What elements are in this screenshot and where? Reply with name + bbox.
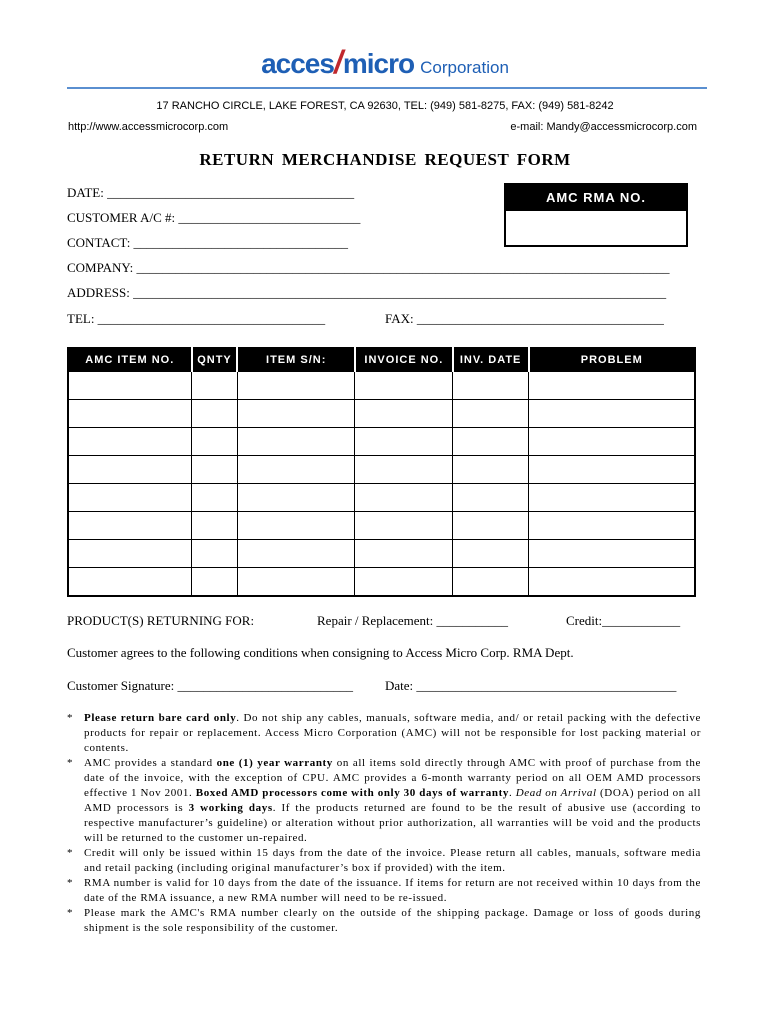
logo-text-corporation: Corporation: [420, 58, 509, 77]
tel-field[interactable]: TEL: ___________________________________: [67, 311, 326, 326]
company-website: http://www.accessmicrocorp.com: [68, 121, 229, 133]
table-cell[interactable]: [453, 484, 529, 512]
table-cell[interactable]: [237, 372, 355, 400]
condition-item: * RMA number is valid for 10 days from the date of the issuance. If items for return are not received within 10 days from the date of the RMA issuance, a new RMA number will need to be re-issued.: [67, 877, 701, 904]
table-cell[interactable]: [355, 372, 453, 400]
address-field[interactable]: ADDRESS: __________________________________________________________________________________: [67, 285, 667, 300]
table-cell[interactable]: [237, 400, 355, 428]
table-cell[interactable]: [237, 428, 355, 456]
header-rule: [67, 87, 707, 89]
table-cell[interactable]: [355, 484, 453, 512]
table-cell[interactable]: [453, 428, 529, 456]
logo-slash: /: [333, 44, 343, 80]
condition-item: * Please return bare card only. Do not ship any cables, manuals, software media, and/ or retail packing with the defective products for repair or replacement. Access Micro Corporation (AMC) will not be responsible for lost packing material or contents.: [67, 712, 701, 754]
column-header: AMC ITEM NO.: [68, 348, 192, 372]
table-row: [68, 484, 695, 512]
table-header-row: [68, 348, 695, 372]
conditions-list: [67, 711, 701, 936]
table-cell[interactable]: [68, 428, 192, 456]
form-title: RETURN MERCHANDISE REQUEST FORM: [199, 150, 571, 169]
table-row: [68, 512, 695, 540]
table-row: [68, 568, 695, 597]
table-cell[interactable]: [68, 568, 192, 597]
table-row: [68, 372, 695, 400]
table-cell[interactable]: [192, 512, 238, 540]
company-address: 17 RANCHO CIRCLE, LAKE FOREST, CA 92630, TEL: (949) 581-8275, FAX: (949) 581-8242: [156, 100, 614, 112]
credit-field[interactable]: Credit:____________: [566, 613, 681, 628]
table-cell[interactable]: [529, 512, 695, 540]
table-cell[interactable]: [237, 512, 355, 540]
bullet-icon: *: [67, 877, 74, 889]
bullet-icon: *: [67, 847, 74, 859]
column-header: QNTY: [192, 348, 238, 372]
company-email: e-mail: Mandy@accessmicrocorp.com: [510, 121, 697, 133]
returning-for-label: PRODUCT(S) RETURNING FOR:: [67, 613, 255, 628]
table-cell[interactable]: [453, 512, 529, 540]
logo-text-acces: acces: [261, 48, 334, 79]
rma-number-label: AMC RMA NO.: [506, 185, 686, 211]
fax-field[interactable]: FAX: ______________________________________: [385, 311, 664, 326]
table-row: [68, 428, 695, 456]
table-cell[interactable]: [68, 400, 192, 428]
table-cell[interactable]: [237, 484, 355, 512]
table-cell[interactable]: [529, 540, 695, 568]
table-cell[interactable]: [68, 512, 192, 540]
table-cell[interactable]: [529, 400, 695, 428]
table-cell[interactable]: [355, 400, 453, 428]
table-cell[interactable]: [453, 568, 529, 597]
table-cell[interactable]: [192, 540, 238, 568]
table-cell[interactable]: [192, 484, 238, 512]
table-cell[interactable]: [68, 456, 192, 484]
table-cell[interactable]: [529, 568, 695, 597]
table-cell[interactable]: [529, 456, 695, 484]
rma-number-box[interactable]: [504, 183, 688, 247]
bullet-icon: *: [67, 712, 74, 724]
column-header: INV. DATE: [453, 348, 529, 372]
table-cell[interactable]: [192, 456, 238, 484]
table-cell[interactable]: [192, 372, 238, 400]
column-header: INVOICE NO.: [355, 348, 453, 372]
table-cell[interactable]: [68, 540, 192, 568]
condition-item: * AMC provides a standard one (1) year warranty on all items sold directly through AMC with proof of purchase from the date of the invoice, with the exception of CPU. AMC provides a 6-month warranty period on all OEM AMD processors effective 1 Nov 2001. Boxed AMD processors come with only 30 days of warranty. Dead on Arrival (DOA) period on all AMD processors is 3 working days. If the products returned are found to be the result of abusive use (according to respective manufacturer’s guideline) or alteration without prior authorization, all warranties will be void and the products will be returned to the customer un-repaired.: [67, 757, 701, 844]
table-cell[interactable]: [192, 568, 238, 597]
table-cell[interactable]: [237, 568, 355, 597]
table-cell[interactable]: [453, 456, 529, 484]
table-cell[interactable]: [237, 540, 355, 568]
table-cell[interactable]: [453, 400, 529, 428]
column-header: ITEM S/N:: [237, 348, 355, 372]
table-cell[interactable]: [529, 484, 695, 512]
condition-item: * Credit will only be issued within 15 days from the date of the invoice. Please return all cables, manuals, software media and retail packing (including original manufacturer’s box if provided) with the item.: [67, 847, 701, 874]
table-cell[interactable]: [529, 372, 695, 400]
date-field[interactable]: DATE: ______________________________________: [67, 185, 355, 200]
table-cell[interactable]: [68, 484, 192, 512]
condition-item: * Please mark the AMC's RMA number clearly on the outside of the shipping package. Damage or loss of goods during shipment is the sole responsibility of the customer.: [67, 907, 701, 934]
table-cell[interactable]: [237, 456, 355, 484]
table-cell[interactable]: [192, 400, 238, 428]
bullet-icon: *: [67, 757, 74, 769]
table-row: [68, 400, 695, 428]
table-row: [68, 456, 695, 484]
table-cell[interactable]: [355, 568, 453, 597]
column-header: PROBLEM: [529, 348, 695, 372]
items-table: [67, 347, 696, 597]
repair-replacement-field[interactable]: Repair / Replacement: ___________: [317, 613, 508, 628]
table-cell[interactable]: [453, 540, 529, 568]
table-cell[interactable]: [68, 372, 192, 400]
company-logo: [0, 44, 770, 81]
bullet-icon: *: [67, 907, 74, 919]
table-row: [68, 540, 695, 568]
table-cell[interactable]: [355, 428, 453, 456]
customer-signature-field[interactable]: Customer Signature: ___________________________: [67, 678, 353, 693]
table-cell[interactable]: [355, 540, 453, 568]
company-field[interactable]: COMPANY: __________________________________________________________________________________: [67, 260, 670, 275]
table-cell[interactable]: [529, 428, 695, 456]
table-cell[interactable]: [355, 512, 453, 540]
logo-text-micro: micro: [342, 48, 415, 79]
customer-account-field[interactable]: CUSTOMER A/C #: ____________________________: [67, 210, 361, 225]
signature-date-field[interactable]: Date: ________________________________________: [385, 678, 677, 693]
agreement-text: Customer agrees to the following conditions when consigning to Access Micro Corp. RMA Dept.: [67, 645, 574, 660]
table-cell[interactable]: [355, 456, 453, 484]
table-cell[interactable]: [192, 428, 238, 456]
contact-field[interactable]: CONTACT: _________________________________: [67, 235, 349, 250]
table-cell[interactable]: [453, 372, 529, 400]
